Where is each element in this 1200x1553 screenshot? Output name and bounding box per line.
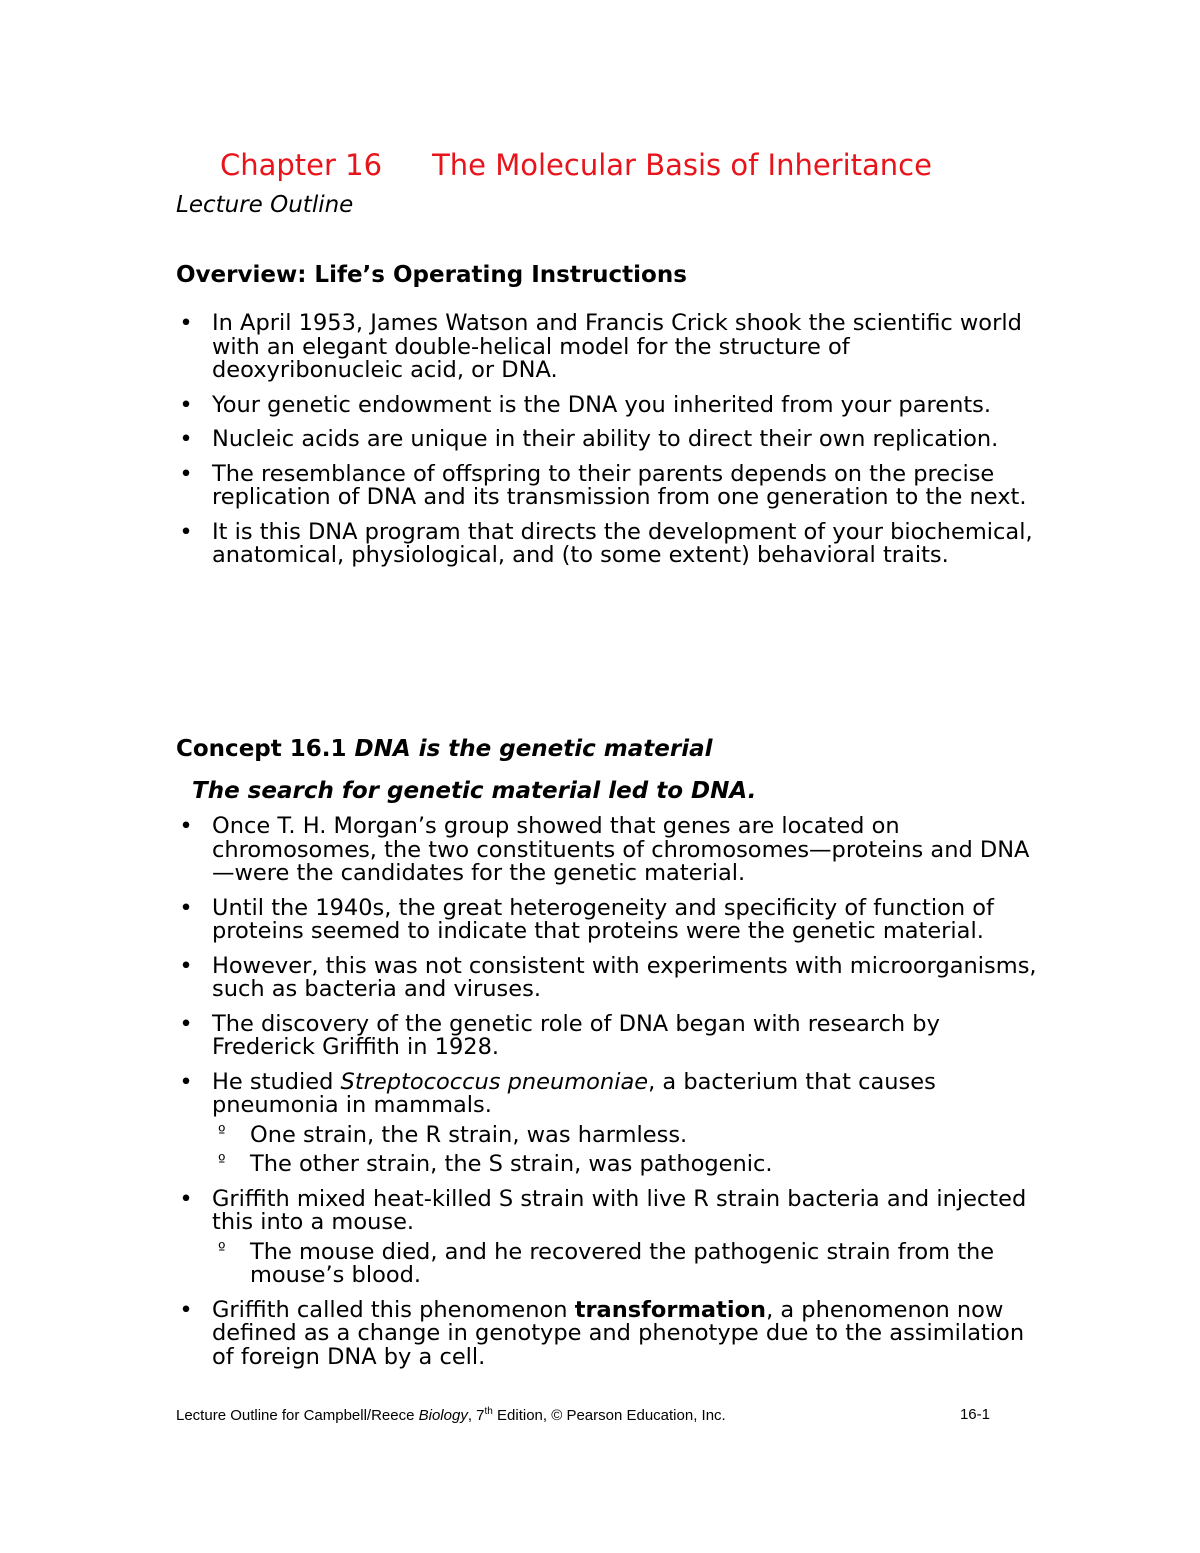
list-item: • Griffith called this phenomenon transformation, a phenomenon now defined as a change in genotype and phenotype due to the assimilation of foreign DNA by a cell. — [179, 1296, 1025, 1370]
key-term: transformation — [574, 1296, 767, 1323]
chapter-label: Chapter 16 — [220, 148, 383, 182]
list-item: • In April 1953, James Watson and Francis Crick shook the scientific world with an elegant double-helical model for the structure of deoxyribonucleic acid, or DNA. — [179, 310, 1022, 383]
list-item: • He studied Streptococcus pneumoniae, a bacterium that causes pneumonia in mammals. º One strain, the R strain, was harmless. º The other strain, the S strain, was pathogenic. — [176, 1071, 1046, 1177]
sub-bullet-icon: º — [218, 1151, 226, 1170]
sub-list — [212, 1121, 1046, 1177]
sub-bullet-icon: º — [218, 1238, 226, 1258]
concept-heading — [176, 736, 713, 762]
bullet-icon: • — [179, 460, 193, 487]
page-number: 16-1 — [959, 1406, 990, 1423]
bullet-icon: • — [179, 1185, 193, 1212]
sub-list — [212, 1238, 1046, 1288]
overview-heading: Overview: Life’s Operating Instructions — [176, 262, 687, 288]
sub-list-item: º One strain, the R strain, was harmless. — [218, 1121, 688, 1148]
list-item: • Nucleic acids are unique in their ability to direct their own replication. — [179, 426, 999, 452]
book-title: Biology — [418, 1407, 468, 1424]
bullet-icon: • — [179, 1010, 193, 1037]
concept-bullet-list — [176, 815, 1046, 1380]
list-item: • It is this DNA program that directs the development of your biochemical, anatomical, physiological, and (to some extent) behavioral traits. — [179, 518, 1033, 568]
bullet-icon: • — [179, 952, 193, 979]
chapter-title: The Molecular Basis of Inheritance — [432, 148, 932, 182]
sub-list-item: º The mouse died, and he recovered the pathogenic strain from the mouse’s blood. — [218, 1238, 995, 1288]
bullet-icon: • — [179, 426, 193, 452]
bullet-icon: • — [179, 1068, 193, 1095]
list-item: • Griffith mixed heat-killed S strain with live R strain bacteria and injected this into a mouse. º The mouse died, and he recovered the pathogenic strain from the mouse’s blood. — [176, 1188, 1046, 1288]
species-name: Streptococcus pneumoniae — [340, 1068, 649, 1095]
chapter-title-line — [220, 148, 932, 182]
bullet-icon: • — [179, 391, 193, 418]
concept-subheading: The search for genetic material led to DNA. — [192, 778, 757, 804]
bullet-icon: • — [179, 1296, 193, 1323]
list-item: • Until the 1940s, the great heterogeneity and specificity of function of proteins seemed to indicate that proteins were the genetic material. — [179, 894, 994, 944]
overview-bullet-list — [176, 312, 1046, 579]
list-item: • However, this was not consistent with experiments with microorganisms, such as bacteria and viruses. — [179, 952, 1037, 1002]
bullet-icon: • — [179, 894, 193, 921]
bullet-icon: • — [179, 518, 193, 545]
sub-list-item: º The other strain, the S strain, was pathogenic. — [218, 1151, 773, 1177]
list-item: • The discovery of the genetic role of DNA began with research by Frederick Griffith in 1928. — [179, 1010, 940, 1060]
lecture-outline-subtitle: Lecture Outline — [176, 192, 354, 218]
list-item: • Once T. H. Morgan’s group showed that genes are located on chromosomes, the two constituents of chromosomes—proteins and DNA—were the candidates for the genetic material. — [179, 813, 1030, 886]
concept-title: DNA is the genetic material — [354, 736, 713, 762]
list-item: • The resemblance of offspring to their parents depends on the precise replication of DNA and its transmission from one generation to the next. — [179, 460, 1027, 510]
bullet-icon: • — [179, 310, 193, 336]
list-item: • Your genetic endowment is the DNA you inherited from your parents. — [179, 391, 992, 418]
bullet-icon: • — [179, 813, 193, 839]
page-footer: Lecture Outline for Campbell/Reece Biology, 7th Edition, © Pearson Education, Inc. 16-1 — [176, 1406, 990, 1424]
concept-number: Concept 16.1 — [176, 736, 347, 762]
sub-bullet-icon: º — [218, 1121, 226, 1141]
